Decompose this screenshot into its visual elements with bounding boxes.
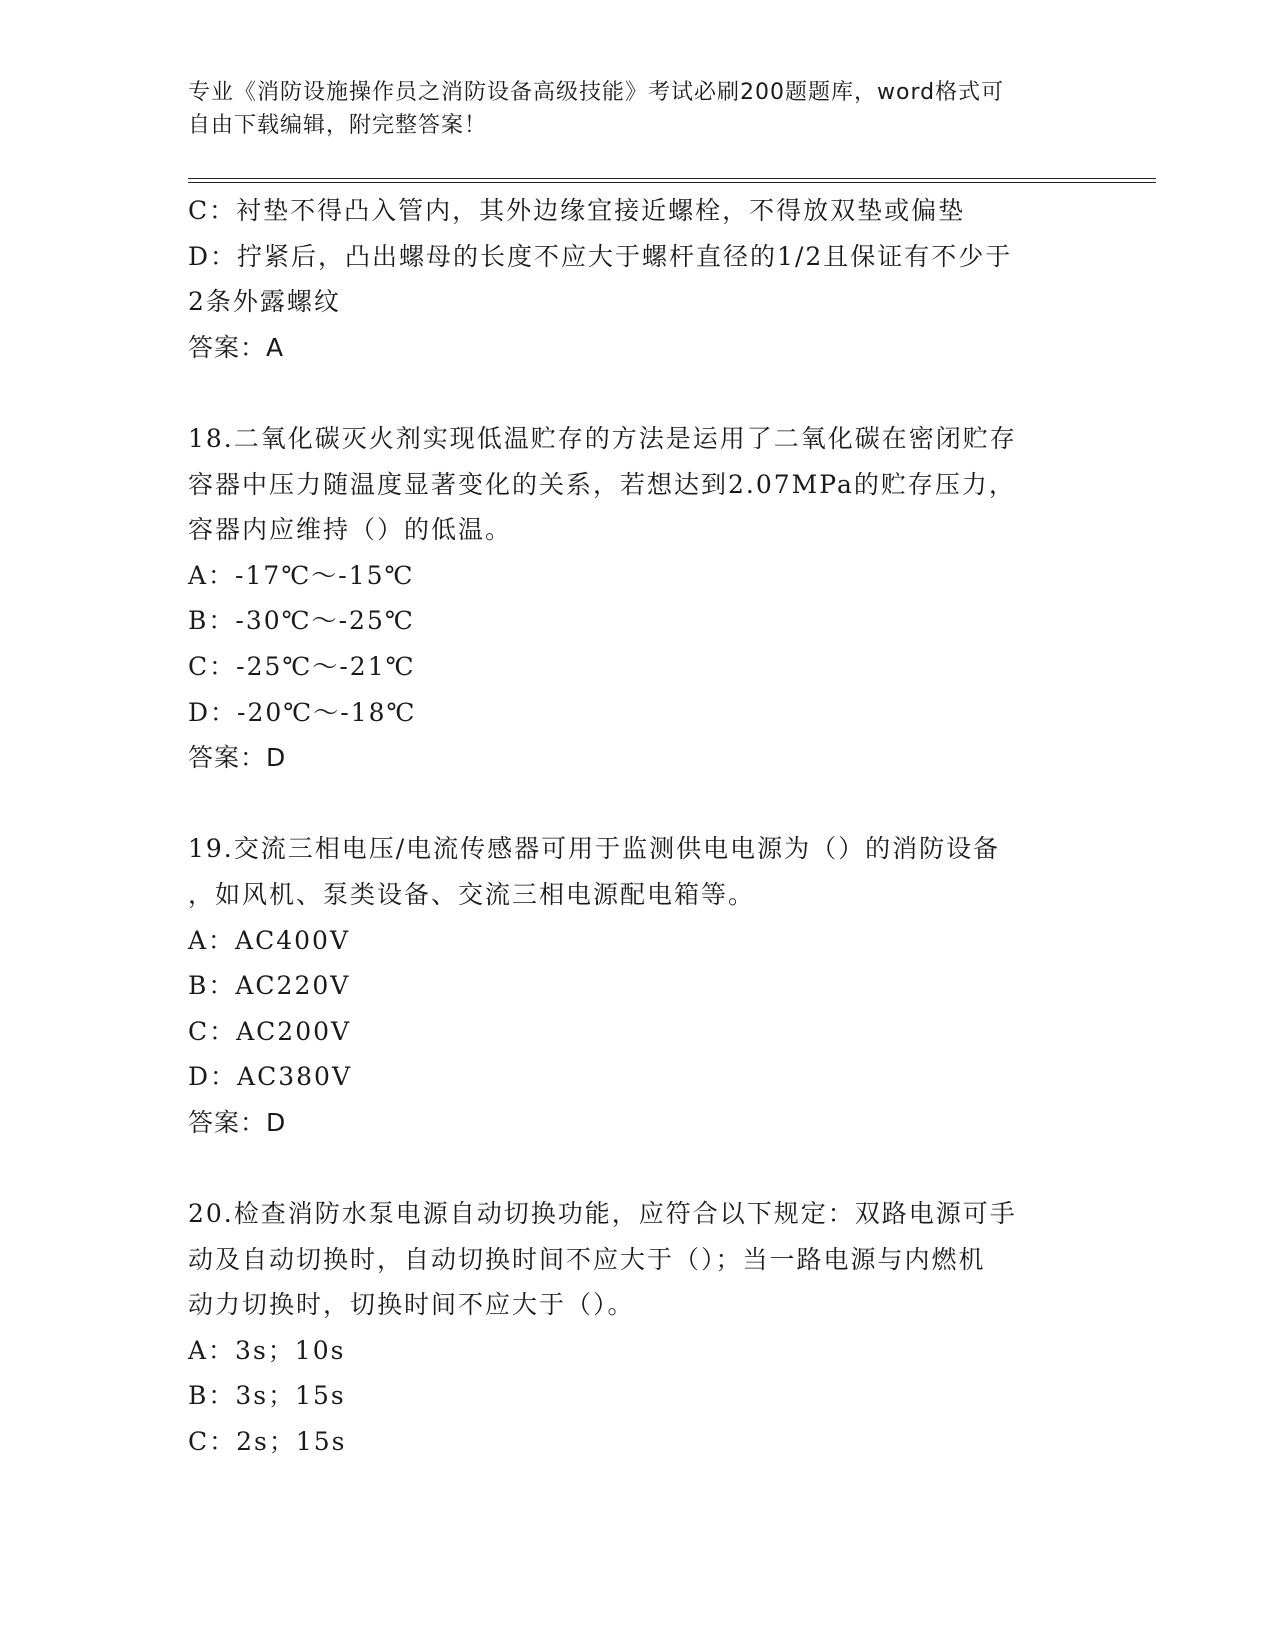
option-d: D：AC380V: [188, 1062, 352, 1092]
option-c: C：AC200V: [188, 1016, 352, 1046]
answer: 答案：D: [188, 743, 287, 773]
option-a: A：AC400V: [188, 925, 351, 955]
option-b: B：3s；15s: [188, 1381, 346, 1411]
option-d-continued: 2条外露螺纹: [188, 287, 341, 317]
header-line-2: 自由下载编辑，附完整答案！: [188, 113, 488, 138]
option-d: D：拧紧后，凸出螺母的长度不应大于螺杆直径的1/2且保证有不少于: [188, 241, 1013, 271]
question-18: [188, 416, 1088, 781]
question-stem: 19.交流三相电压/电流传感器可用于监测供电电源为（）的消防设备: [188, 834, 1001, 864]
question-stem: 动力切换时，切换时间不应大于（）。: [188, 1290, 635, 1320]
question-stem: 动及自动切换时，自动切换时间不应大于（）；当一路电源与内燃机: [188, 1244, 986, 1274]
option-c: C：衬垫不得凸入管内，其外边缘宜接近螺栓，不得放双垫或偏垫: [188, 196, 966, 225]
spacer: [188, 781, 1088, 827]
option-c: C：-25℃～-21℃: [188, 651, 416, 681]
question-stem: 容器内应维持（）的低温。: [188, 515, 513, 545]
question-content: [188, 188, 1088, 1465]
question-stem: 20.检查消防水泵电源自动切换功能，应符合以下规定：双路电源可手: [188, 1199, 1017, 1229]
option-d: D：-20℃～-18℃: [188, 697, 417, 727]
option-a: A：3s；10s: [188, 1335, 346, 1365]
option-a: A：-17℃～-15℃: [188, 560, 415, 590]
spacer: [188, 1145, 1088, 1191]
header-line-1: 专业《消防设施操作员之消防设备高级技能》考试必刷200题题库，word格式可: [188, 80, 1005, 105]
question-stem: 容器中压力随温度显著变化的关系，若想达到2.07MPa的贮存压力，: [188, 469, 1016, 499]
answer: 答案：D: [188, 1107, 287, 1137]
document-header: [188, 76, 1068, 142]
answer: 答案：A: [188, 332, 285, 362]
option-c: C：2s；15s: [188, 1427, 347, 1457]
question-17-tail: [188, 188, 1088, 370]
question-20: [188, 1191, 1088, 1465]
question-19: [188, 826, 1088, 1145]
header-divider: [188, 178, 1156, 183]
spacer: [188, 370, 1088, 416]
option-b: B：-30℃～-25℃: [188, 606, 415, 636]
option-b: B：AC220V: [188, 971, 351, 1001]
question-stem: ，如风机、泵类设备、交流三相电源配电箱等。: [188, 879, 756, 909]
question-stem: 18.二氧化碳灭火剂实现低温贮存的方法是运用了二氧化碳在密闭贮存: [188, 423, 1017, 453]
